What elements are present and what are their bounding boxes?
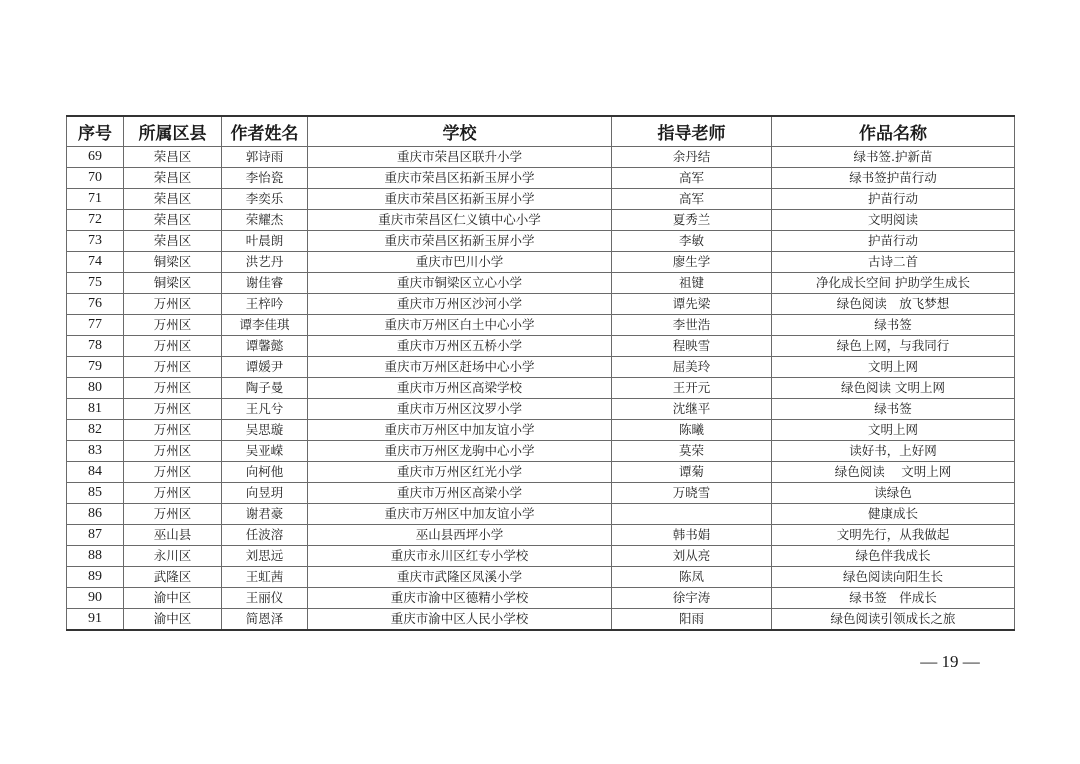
cell-instructor: 沈继平 [612, 399, 772, 420]
cell-district: 铜梁区 [124, 273, 222, 294]
cell-school: 重庆市渝中区人民小学校 [308, 609, 612, 631]
cell-serial-number: 74 [67, 252, 124, 273]
cell-district: 万州区 [124, 441, 222, 462]
cell-serial-number: 89 [67, 567, 124, 588]
table-row [67, 252, 1015, 273]
cell-work-title: 绿色阅读 文明上网 [772, 462, 1015, 483]
cell-instructor: 徐宇涛 [612, 588, 772, 609]
cell-school: 重庆市万州区沙河小学 [308, 294, 612, 315]
cell-instructor: 李世浩 [612, 315, 772, 336]
cell-instructor [612, 504, 772, 525]
cell-district: 渝中区 [124, 609, 222, 631]
cell-instructor: 程映雪 [612, 336, 772, 357]
cell-school: 重庆市万州区龙驹中心小学 [308, 441, 612, 462]
header-instructor: 指导老师 [612, 116, 772, 147]
cell-work-title: 绿色上网，与我同行 [772, 336, 1015, 357]
cell-work-title: 健康成长 [772, 504, 1015, 525]
cell-district: 荣昌区 [124, 231, 222, 252]
table-row [67, 231, 1015, 252]
header-work-title: 作品名称 [772, 116, 1015, 147]
table-row [67, 588, 1015, 609]
table-row [67, 441, 1015, 462]
cell-district: 铜梁区 [124, 252, 222, 273]
cell-district: 巫山县 [124, 525, 222, 546]
table-row [67, 189, 1015, 210]
cell-serial-number: 71 [67, 189, 124, 210]
cell-author-name: 谢君豪 [222, 504, 308, 525]
cell-school: 重庆市万州区中加友谊小学 [308, 504, 612, 525]
cell-author-name: 王凡兮 [222, 399, 308, 420]
cell-district: 荣昌区 [124, 147, 222, 168]
cell-instructor: 夏秀兰 [612, 210, 772, 231]
cell-work-title: 文明先行，从我做起 [772, 525, 1015, 546]
table-row [67, 546, 1015, 567]
cell-instructor: 谭先梁 [612, 294, 772, 315]
cell-serial-number: 91 [67, 609, 124, 631]
cell-work-title: 读绿色 [772, 483, 1015, 504]
cell-work-title: 绿色阅读向阳生长 [772, 567, 1015, 588]
cell-district: 万州区 [124, 357, 222, 378]
cell-school: 重庆市万州区汶罗小学 [308, 399, 612, 420]
cell-work-title: 绿书签 [772, 315, 1015, 336]
table-row [67, 420, 1015, 441]
cell-work-title: 绿色伴我成长 [772, 546, 1015, 567]
cell-school: 重庆市万州区赶场中心小学 [308, 357, 612, 378]
cell-serial-number: 83 [67, 441, 124, 462]
table-row [67, 357, 1015, 378]
cell-district: 万州区 [124, 420, 222, 441]
cell-serial-number: 80 [67, 378, 124, 399]
page-number: — 19 — [920, 652, 980, 671]
cell-serial-number: 69 [67, 147, 124, 168]
table-row [67, 567, 1015, 588]
table-row [67, 315, 1015, 336]
cell-instructor: 万晓雪 [612, 483, 772, 504]
cell-serial-number: 79 [67, 357, 124, 378]
cell-district: 万州区 [124, 462, 222, 483]
cell-author-name: 吴亚嵘 [222, 441, 308, 462]
cell-author-name: 谭馨懿 [222, 336, 308, 357]
cell-district: 万州区 [124, 378, 222, 399]
cell-school: 重庆市荣昌区拓新玉屏小学 [308, 168, 612, 189]
table-row [67, 147, 1015, 168]
cell-instructor: 余丹结 [612, 147, 772, 168]
table-row [67, 336, 1015, 357]
cell-school: 重庆市永川区红专小学校 [308, 546, 612, 567]
cell-instructor: 莫荣 [612, 441, 772, 462]
cell-author-name: 郭诗雨 [222, 147, 308, 168]
cell-serial-number: 82 [67, 420, 124, 441]
table-row [67, 462, 1015, 483]
cell-district: 万州区 [124, 294, 222, 315]
cell-instructor: 陈曦 [612, 420, 772, 441]
cell-serial-number: 72 [67, 210, 124, 231]
cell-author-name: 简恩泽 [222, 609, 308, 631]
cell-author-name: 洪艺丹 [222, 252, 308, 273]
table-row [67, 609, 1015, 631]
cell-school: 重庆市万州区红光小学 [308, 462, 612, 483]
cell-district: 万州区 [124, 336, 222, 357]
cell-district: 万州区 [124, 399, 222, 420]
cell-author-name: 谭媛尹 [222, 357, 308, 378]
cell-work-title: 护苗行动 [772, 231, 1015, 252]
cell-school: 重庆市铜梁区立心小学 [308, 273, 612, 294]
table-row [67, 399, 1015, 420]
cell-author-name: 王梓吟 [222, 294, 308, 315]
table-header-row [67, 116, 1015, 147]
cell-serial-number: 70 [67, 168, 124, 189]
cell-author-name: 荣耀杰 [222, 210, 308, 231]
cell-work-title: 绿色阅读引领成长之旅 [772, 609, 1015, 631]
cell-school: 重庆市武隆区凤溪小学 [308, 567, 612, 588]
header-district: 所属区县 [124, 116, 222, 147]
cell-district: 武隆区 [124, 567, 222, 588]
cell-district: 万州区 [124, 483, 222, 504]
cell-instructor: 廖生学 [612, 252, 772, 273]
table-row [67, 504, 1015, 525]
cell-work-title: 读好书，上好网 [772, 441, 1015, 462]
header-school: 学校 [308, 116, 612, 147]
cell-serial-number: 73 [67, 231, 124, 252]
cell-author-name: 李奕乐 [222, 189, 308, 210]
cell-instructor: 高军 [612, 168, 772, 189]
cell-author-name: 吴思璇 [222, 420, 308, 441]
cell-work-title: 绿书签护苗行动 [772, 168, 1015, 189]
cell-instructor: 阳雨 [612, 609, 772, 631]
cell-district: 渝中区 [124, 588, 222, 609]
table-row [67, 483, 1015, 504]
cell-work-title: 绿书签 伴成长 [772, 588, 1015, 609]
cell-author-name: 任波溶 [222, 525, 308, 546]
cell-instructor: 屈美玲 [612, 357, 772, 378]
cell-district: 荣昌区 [124, 168, 222, 189]
table-row [67, 378, 1015, 399]
cell-author-name: 叶晨朗 [222, 231, 308, 252]
cell-instructor: 陈凤 [612, 567, 772, 588]
cell-work-title: 净化成长空间 护助学生成长 [772, 273, 1015, 294]
cell-instructor: 祖键 [612, 273, 772, 294]
cell-author-name: 谭李佳琪 [222, 315, 308, 336]
cell-school: 重庆市万州区高梁小学 [308, 483, 612, 504]
cell-work-title: 文明阅读 [772, 210, 1015, 231]
cell-serial-number: 90 [67, 588, 124, 609]
header-author-name: 作者姓名 [222, 116, 308, 147]
cell-school: 重庆市渝中区德精小学校 [308, 588, 612, 609]
table-row [67, 273, 1015, 294]
cell-work-title: 绿色阅读 文明上网 [772, 378, 1015, 399]
cell-work-title: 护苗行动 [772, 189, 1015, 210]
table-row [67, 525, 1015, 546]
cell-school: 重庆市万州区中加友谊小学 [308, 420, 612, 441]
header-serial-number: 序号 [67, 116, 124, 147]
cell-district: 万州区 [124, 315, 222, 336]
cell-school: 重庆市荣昌区仁义镇中心小学 [308, 210, 612, 231]
cell-instructor: 谭菊 [612, 462, 772, 483]
cell-school: 重庆市巴川小学 [308, 252, 612, 273]
cell-school: 重庆市万州区五桥小学 [308, 336, 612, 357]
cell-serial-number: 87 [67, 525, 124, 546]
cell-school: 巫山县西坪小学 [308, 525, 612, 546]
cell-instructor: 高军 [612, 189, 772, 210]
cell-serial-number: 88 [67, 546, 124, 567]
cell-school: 重庆市万州区白土中心小学 [308, 315, 612, 336]
cell-work-title: 绿色阅读 放飞梦想 [772, 294, 1015, 315]
cell-school: 重庆市荣昌区联升小学 [308, 147, 612, 168]
cell-district: 荣昌区 [124, 210, 222, 231]
table-row [67, 210, 1015, 231]
table-row [67, 168, 1015, 189]
cell-author-name: 李怡瓷 [222, 168, 308, 189]
cell-serial-number: 76 [67, 294, 124, 315]
cell-school: 重庆市万州区高梁学校 [308, 378, 612, 399]
cell-instructor: 韩书娟 [612, 525, 772, 546]
cell-author-name: 王虹茜 [222, 567, 308, 588]
cell-work-title: 文明上网 [772, 420, 1015, 441]
cell-serial-number: 77 [67, 315, 124, 336]
cell-author-name: 陶子曼 [222, 378, 308, 399]
works-table [66, 115, 1015, 631]
cell-serial-number: 78 [67, 336, 124, 357]
cell-work-title: 文明上网 [772, 357, 1015, 378]
cell-author-name: 向柯他 [222, 462, 308, 483]
table-row [67, 294, 1015, 315]
cell-author-name: 王丽仪 [222, 588, 308, 609]
table-body [67, 147, 1015, 631]
cell-district: 万州区 [124, 504, 222, 525]
cell-instructor: 李敏 [612, 231, 772, 252]
cell-instructor: 刘从亮 [612, 546, 772, 567]
cell-instructor: 王开元 [612, 378, 772, 399]
cell-school: 重庆市荣昌区拓新玉屏小学 [308, 189, 612, 210]
cell-serial-number: 81 [67, 399, 124, 420]
cell-school: 重庆市荣昌区拓新玉屏小学 [308, 231, 612, 252]
cell-district: 荣昌区 [124, 189, 222, 210]
cell-author-name: 谢佳睿 [222, 273, 308, 294]
cell-work-title: 古诗二首 [772, 252, 1015, 273]
cell-district: 永川区 [124, 546, 222, 567]
cell-work-title: 绿书签 [772, 399, 1015, 420]
cell-author-name: 向昱玥 [222, 483, 308, 504]
cell-serial-number: 85 [67, 483, 124, 504]
cell-serial-number: 84 [67, 462, 124, 483]
cell-author-name: 刘思远 [222, 546, 308, 567]
cell-serial-number: 75 [67, 273, 124, 294]
cell-serial-number: 86 [67, 504, 124, 525]
cell-work-title: 绿书签.护新苗 [772, 147, 1015, 168]
